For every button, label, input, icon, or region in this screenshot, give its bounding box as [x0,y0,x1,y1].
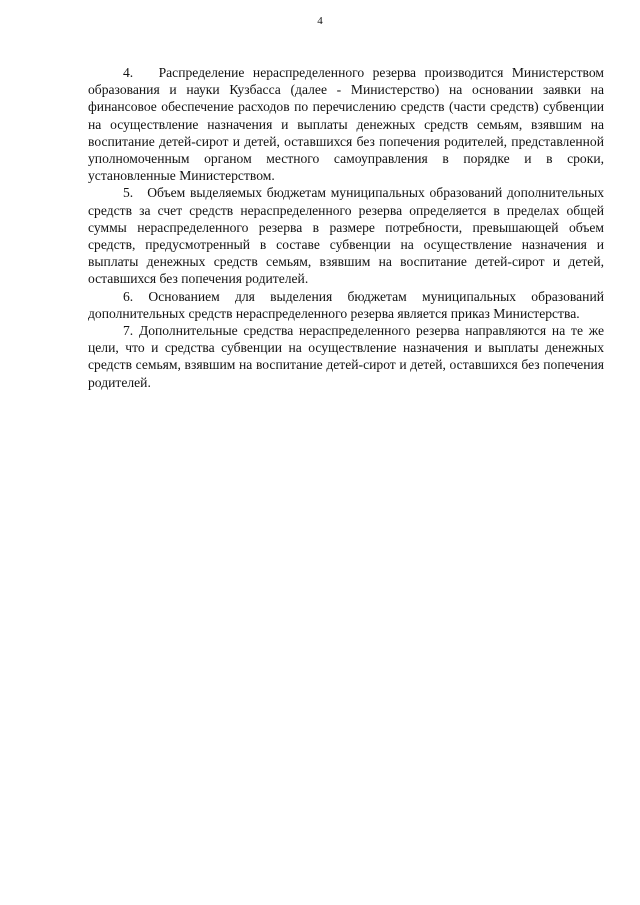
paragraph-4: 4. Распределение нераспределенного резерва производится Министерством образования и науки Кузбасса (далее - Министерство) на основании заявки на финансовое обеспечение расходов по перечислению средств (части средств) субвенции на осуществление назначения и выплаты денежных средств семьям, взявшим на воспитание детей-сирот и детей, оставшихся без попечения родителей, представленной уполномоченным органом местного самоуправления в порядке и в сроки, установленные Министерством. [88,65,604,184]
page-number: 4 [317,15,323,27]
paragraph-7: 7. Дополнительные средства нераспределенного резерва направляются на те же цели, что и средства субвенции на осуществление назначения и выплаты денежных средств семьям, взявшим на воспитание детей-сирот и детей, оставшихся без попечения родителей. [88,323,604,390]
paragraph-5: 5. Объем выделяемых бюджетам муниципальных образований дополнительных средств за счет средств нераспределенного резерва определяется в пределах общей суммы нераспределенного резерва в размере потребности, превышающей объем средств, предусмотренный в составе субвенции на осуществление назначения и выплаты денежных средств семьям, взявшим на воспитание детей-сирот и детей, оставшихся без попечения родителей. [88,185,604,287]
paragraph-6: 6. Основанием для выделения бюджетам муниципальных образований дополнительных средств нераспределенного резерва является приказ Министерства. [88,288,604,321]
document-body [88,64,604,391]
